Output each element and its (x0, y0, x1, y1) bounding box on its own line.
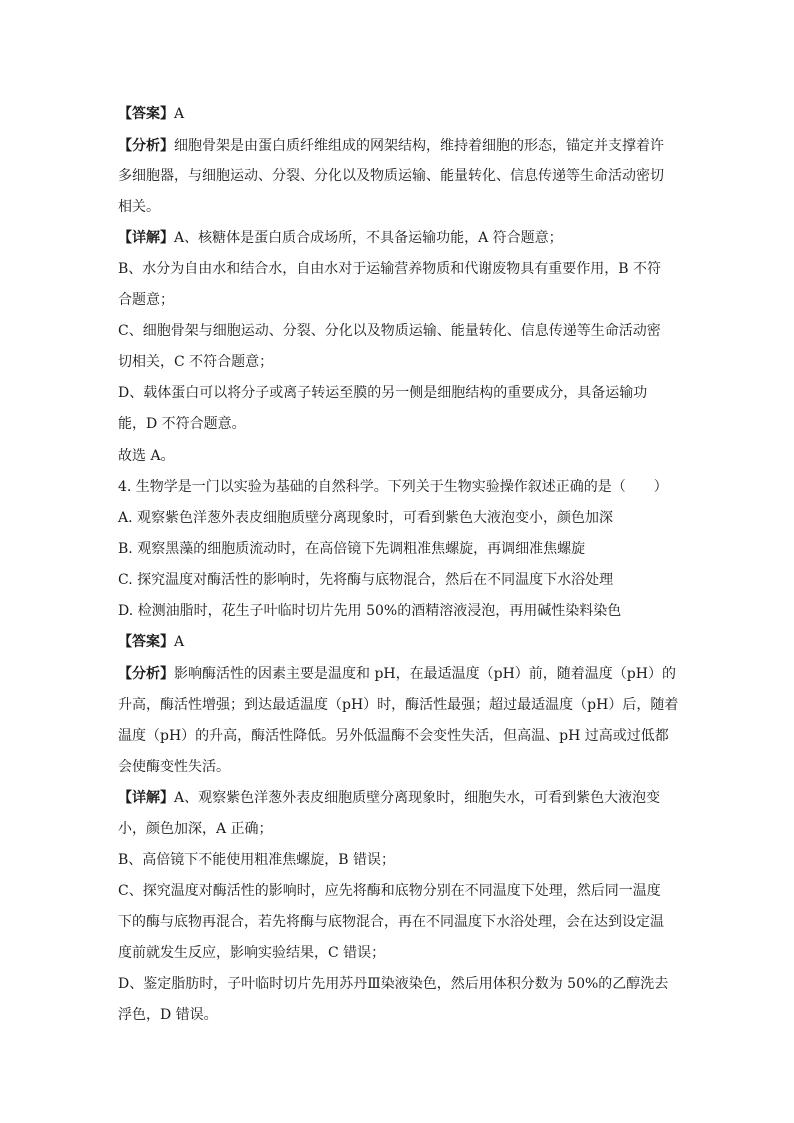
text-line: D、鉴定脂肪时，子叶临时切片先用苏丹Ⅲ染液染色，然后用体积分数为 50%的乙醇洗去 (118, 976, 669, 992)
text-line: C、探究温度对酶活性的影响时，应先将酶和底物分别在不同温度下处理，然后同一温度 (118, 883, 661, 899)
text-line: 切相关，C 不符合题意； (118, 354, 274, 370)
analysis-tag: 【分析】 (118, 666, 174, 682)
option-a: A. 观察紫色洋葱外表皮细胞质壁分离现象时，可看到紫色大液泡变小，颜色加深 (118, 510, 614, 526)
text-line: 浮色，D 错误。 (118, 1007, 218, 1023)
analysis-tag: 【分析】 (118, 138, 174, 154)
analysis-text: 影响酶活性的因素主要是温度和 pH，在最适温度（pH）前，随着温度（pH）的 (174, 666, 676, 682)
text-line: 小，颜色加深，A 正确； (118, 821, 273, 837)
analysis-line (118, 664, 718, 684)
text-line: D、载体蛋白可以将分子或离子转运至膜的另一侧是细胞结构的重要成分，具备运输功 (118, 385, 648, 401)
option-b: B. 观察黑藻的细胞质流动时，在高倍镜下先调粗准焦螺旋，再调细准焦螺旋 (118, 541, 586, 557)
text-line: 故选 A。 (118, 448, 175, 464)
text-line: 多细胞器，与细胞运动、分裂、分化以及物质运输、能量转化、信息传递等生命活动密切 (118, 168, 664, 184)
text-line: 能，D 不符合题意。 (118, 416, 246, 432)
answer-value: A (174, 106, 185, 122)
question-stem: 4. 生物学是一门以实验为基础的自然科学。下列关于生物实验操作叙述正确的是（ ） (118, 479, 668, 495)
text-line: 温度（pH）的升高，酶活性降低。另外低温酶不会变性失活，但高温、pH 过高或过低都 (118, 728, 669, 744)
text-line: 相关。 (118, 199, 160, 215)
text-line: C、细胞骨架与细胞运动、分裂、分化以及物质运输、能量转化、信息传递等生命活动密 (118, 323, 661, 339)
analysis-line (118, 136, 718, 156)
text-line: 会使酶变性失活。 (118, 759, 230, 775)
analysis-text: 细胞骨架是由蛋白质纤维组成的网架结构，维持着细胞的形态，锚定并支撑着许 (174, 138, 664, 154)
detail-tag: 【详解】 (118, 230, 174, 246)
detail-line (118, 228, 718, 248)
detail-text: A、观察紫色洋葱外表皮细胞质壁分离现象时，细胞失水，可看到紫色大液泡变 (174, 790, 661, 806)
text-line: 度前就发生反应，影响实验结果，C 错误； (118, 945, 386, 961)
answer-tag: 【答案】 (118, 634, 174, 650)
detail-tag: 【详解】 (118, 790, 174, 806)
detail-line (118, 788, 718, 808)
text-line: B、高倍镜下不能使用粗准焦螺旋，B 错误； (118, 852, 396, 868)
text-line: B、水分为自由水和结合水，自由水对于运输营养物质和代谢废物具有重要作用，B 不符 (118, 261, 662, 277)
text-line: 合题意； (118, 292, 174, 308)
answer-line (118, 632, 718, 652)
answer-value: A (174, 634, 185, 650)
detail-text: A、核糖体是蛋白质合成场所，不具备运输功能，A 符合题意； (174, 230, 563, 246)
answer-tag: 【答案】 (118, 106, 174, 122)
answer-line (118, 104, 718, 124)
text-line: 下的酶与底物再混合，若先将酶与底物混合，再在不同温度下水浴处理，会在达到设定温 (118, 914, 664, 930)
option-c: C. 探究温度对酶活性的影响时，先将酶与底物混合，然后在不同温度下水浴处理 (118, 572, 614, 588)
text-line: 升高，酶活性增强；到达最适温度（pH）时，酶活性最强；超过最适温度（pH）后，随着 (118, 697, 679, 713)
option-d: D. 检测油脂时，花生子叶临时切片先用 50%的酒精溶液浸泡，再用碱性染料染色 (118, 603, 622, 619)
